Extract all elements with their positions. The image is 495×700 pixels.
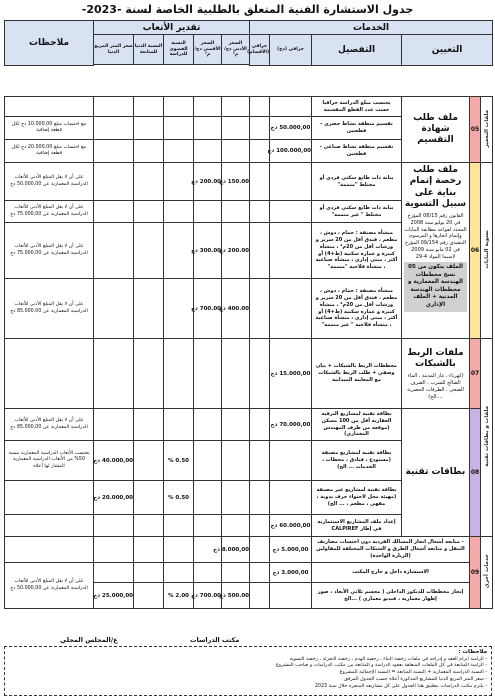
pct-followup <box>134 441 164 481</box>
fees-header: تقدير الأتعاب <box>94 21 250 35</box>
signature-right: مكتب الدراسات <box>190 636 240 644</box>
section-number: 05 <box>470 97 481 163</box>
page-title: جدول الاستشارة الفنية المتعلق بالطلبية الخاصة لسنة -2023- <box>81 3 414 16</box>
min-price-header: السعر الأدنى دج/م² <box>222 35 250 65</box>
max-pct-study-header: النسبة القصوى للدراسة <box>164 35 194 65</box>
row-detail: يحتسب مبلغ الدراسة جزافيا حسب عدد القطع المقسمة <box>312 97 402 117</box>
row-detail: إعداد ملف المشاريع الاستثمارية في إطار CALPIREF <box>312 515 402 537</box>
notes-header: ملاحظات <box>5 21 94 66</box>
section-number: 06 <box>470 163 481 339</box>
row-detail: تقسيم منطقة نشاط صناعي - قطعتين <box>312 140 402 163</box>
designation-header: التعيين <box>402 35 493 66</box>
pct-study: 0.50 % <box>164 481 194 515</box>
legal-box: الملف يتكون من 05 نسخ مخططات الهندسة المعمارية و مخططات الهندسة المدنية + الملف الإداري <box>404 262 467 311</box>
detail-header: التفصيل <box>312 35 402 66</box>
services-header: الخدمات <box>250 21 493 35</box>
section-number: 08 <box>470 409 481 537</box>
table-row <box>5 339 493 409</box>
min-price: 500.00 دج <box>222 583 250 609</box>
flat-fee-2: 8.000,00 دج <box>222 537 250 563</box>
table-row <box>5 163 493 201</box>
flat-fee: 15.000,00 دج <box>270 339 312 409</box>
footer-line: - الزامية ابرام العقد و إدراجه في ملفات رخصة البناء ، رخصة الهدم ، رخصة التجزئة ، رخصة التسوية <box>289 656 487 662</box>
table-row <box>5 563 493 583</box>
flat-fee: 60.000,00 دج <box>270 515 312 537</box>
fees-table <box>4 20 493 66</box>
section-name: ملف طلب رخصة إتمام بناية على سبيل التسوية <box>404 165 467 209</box>
min-price: 200.00 دج <box>222 223 250 279</box>
section-name: ملف طلب شهادة التقسيم <box>402 97 470 163</box>
row-detail: بناية ذات طابع سكني فردي أو مختلط "متممة" <box>312 163 402 201</box>
row-note: على أن لا يقل المبلغ الأدنى للأتعاب الدراسية المعمارية عن 50.000,00 دج <box>5 163 94 201</box>
row-note <box>5 481 94 515</box>
row-detail: إنجاز مخططات للديكور الداخلي ( مجسم ثلاثي الأبعاد ، صور إظهار معمارية ، فيديو معماري ) ...الخ <box>312 583 470 609</box>
row-note: مع احتساب مبلغ 10.000,00 دج لكل قطعة إضافية <box>5 117 94 140</box>
max-price <box>194 201 222 223</box>
section-name: بطاقات تقنية <box>402 409 470 537</box>
row-note: على أن لا يقل المبلغ الأدنى للأتعاب الدراسية المعمارية عن 75.000,00 دج <box>5 201 94 223</box>
row-detail: بناية ذات طابع سكني فردي أو مختلط " غير متممة" <box>312 201 402 223</box>
flat-fee <box>270 97 312 117</box>
footer-line: - سعر المتر المربع الدنيا للمشاريع المذكورة أعلاه حسب الجدول المرفق <box>344 676 487 682</box>
row-note: على أن لا يقل المبلغ الأدنى للأتعاب الدراسية المعمارية عن 85.000,00 دج <box>5 409 94 441</box>
min-price: 150.00 دج <box>222 163 250 201</box>
flat-fee: 100.000,00 دج <box>270 140 312 163</box>
max-price-header: السعر الأقصى دج/م² <box>194 35 222 65</box>
signature-left: ع/المجلس المحلي <box>60 636 118 644</box>
section-number: 07 <box>470 339 481 409</box>
pct-study: 0.50 % <box>164 441 194 481</box>
footer-line: - يلتزم مكتب الدراسات بتطبيق هذا الجدول على كل مشاريعه المنجزة خلال سنة 2023 <box>314 683 487 689</box>
row-note: على أن لا يقل المبلغ الأدنى للأتعاب الدراسية المعمارية عن 50.000,00 دج <box>5 563 94 609</box>
flat-annex-header: جزافي (الأقسام) <box>250 35 270 66</box>
flat-fee: 50.000,00 دج <box>270 117 312 140</box>
band-label: ملفات و بطاقات تقنية <box>483 406 490 467</box>
table-row <box>5 537 493 563</box>
band-label: خدمات أخرى <box>483 554 490 589</box>
footer-heading: ملاحظات : <box>458 649 487 655</box>
section-number: 09 <box>470 537 481 609</box>
row-detail: بطاقة تقنية لمشاريع غير مصنفة (مهيئة محل لاحتواء حرف يدوية ، مقهى ، مطعم ، ... الخ) <box>312 481 402 515</box>
row-note: تحتسب الأتعاب الدراسية المعمارية بنسبة 50% من الأتعاب الدراسية المعمارية المشار لها أعلاه <box>5 441 94 481</box>
row-detail: بطاقة تقنية لمشاريع الترقية العقارية أقل من 100 مسكن (موقعة من طرف المهندس المعماري) <box>312 409 402 441</box>
section-name: ملفات الربط بالشبكات <box>407 347 464 369</box>
row-detail: مخططات الربط بالشبكات + بيان وصفي + طلب الربط بالشبكات مع المعاينة الميدانية <box>312 339 402 409</box>
flat-fee: 3.000,00 دج <box>270 563 312 583</box>
min-sqm-price-header: سعر المتر المربع الدنيا <box>94 35 134 65</box>
row-detail: منشأة مصنفة : حمام ، دوش ، مطعم ، فندق أقل من 20 سرير و ورشات أقل من 20م² ، منشأة كبيرة و عمارة سكنية (ط+4) أو أكثر ، مبنى إداري ، منشأة صناعية ، منشأة فلاحية " غير متممة" <box>312 279 402 339</box>
pct-study: 2.00 % <box>164 583 194 609</box>
footer-notes <box>4 646 492 696</box>
flat-fee: 70.000,00 دج <box>270 409 312 441</box>
row-note: على أن لا يقل المبلغ الأدنى للأتعاب الدراسية المعمارية عن 75.000,00 دج <box>5 223 94 279</box>
row-note <box>5 97 94 117</box>
sqm-price: 25.000,00 دج <box>94 583 134 609</box>
row-note: مع احتساب مبلغ 20.000,00 دج لكل قطعة إضافية <box>5 140 94 163</box>
flat-fee-header: جزافي (دج) <box>270 35 312 66</box>
legal-reference: (كهرباء ، غاز المدينة ، الماء الصالح للشرب ، الصرف الصحي ، الطرقات الحضرية ....الخ) <box>407 373 464 400</box>
row-detail: الاستشارة داخل و خارج المكتب <box>312 563 470 583</box>
row-note <box>5 339 94 409</box>
sqm-price: 40.000,00 دج <box>94 441 134 481</box>
row-detail: بطاقة تقنية لمشاريع مصنفة (مستودع ، فنادق ، محطات ، الخدمات ... الخ) <box>312 441 402 481</box>
max-price: 300.00 دج <box>194 223 222 279</box>
max-price: 700.00 دج <box>194 279 222 339</box>
row-note: على أن لا يقل المبلغ الأدنى للأتعاب الدراسية المعمارية عن 85.000,00 دج <box>5 279 94 339</box>
max-price: 200.00 دج <box>194 163 222 201</box>
flat-fee: 5.000,00 دج <box>270 537 312 563</box>
band-label: ملفات التعمير <box>483 109 490 148</box>
min-price: 400.00 دج <box>222 279 250 339</box>
table-row <box>5 409 493 441</box>
footer-line: - الزامية المتابعة في كل الملفات المتعلقة بعقود الدراسة و المتابعة بين مكتب الدراسات و صاحب المشروع <box>275 663 487 669</box>
max-price: 700.00 دج <box>194 583 222 609</box>
pct-followup <box>134 481 164 515</box>
table-row <box>5 97 493 117</box>
row-detail: منشأة مصنفة : حمام ، دوش ، مطعم ، فندق أقل من 20 سرير و ورشات أقل من 20م² ، منشأة كبيرة و عمارة سكنية (ط+4) أو أكثر ، مبنى إداري ، منشأة صناعية ، منشأة فلاحية "متممة" <box>312 223 402 279</box>
row-note <box>5 515 94 537</box>
band-label: تسوية البنايات <box>483 230 490 269</box>
min-pct-followup-header: النسبة الدنيا للمتابعة <box>134 35 164 65</box>
legal-reference: القانون رقم 08/15 المؤرخ في 20 يوليو سنة 2008 المحدد لقواعد مطابقة البنايات وإتمام انجازها و المرسوم التنفيذي رقم 09/154 المؤرخ في 02 مايو سنة 2009 لاسيما المواد 4-29 <box>404 213 467 260</box>
row-detail: - متابعة أشغال انجاز المسالك الفردية دون احتساب مصاريف التنقل و متابعة أشغال الطرق و الشبكات المختلفة للمقاولين (الزيارة الواحدة) <box>312 537 470 563</box>
sqm-price: 20.000,00 دج <box>94 481 134 515</box>
row-note <box>5 537 94 563</box>
min-price <box>222 201 250 223</box>
row-detail: تقسيم منطقة نشاط حضري - قطعتين <box>312 117 402 140</box>
fees-table-body <box>4 96 493 609</box>
footer-line: - النسبة الدراسية المعمارية + النسبة المتابعة = النسبة الإجمالية للمشروع <box>339 670 487 676</box>
